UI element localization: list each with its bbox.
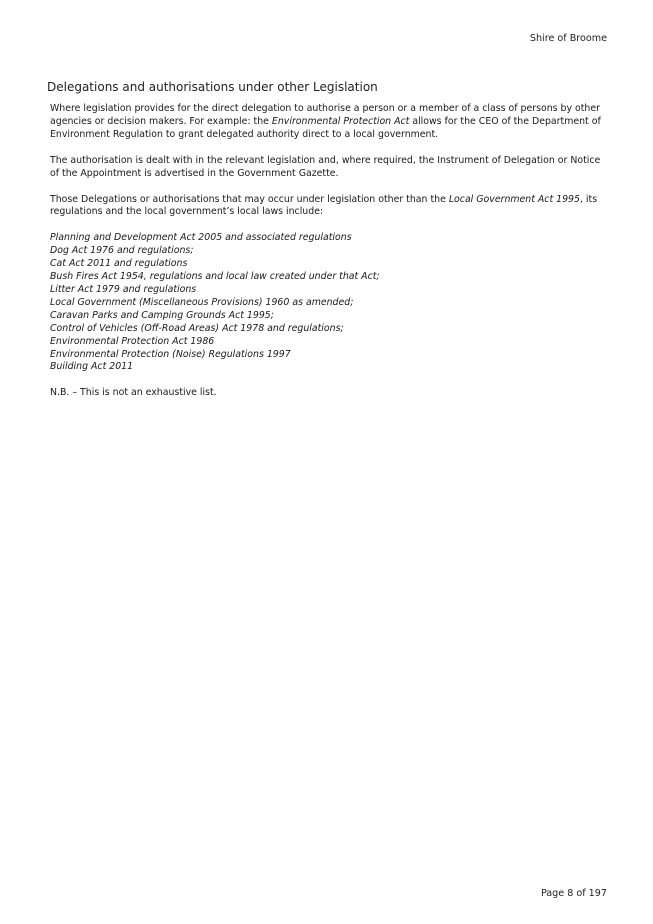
- page-header-organisation: Shire of Broome: [529, 33, 607, 44]
- list-item: Caravan Parks and Camping Grounds Act 1995;: [50, 309, 274, 321]
- paragraph-text: Those Delegations or authorisations that may occur under legislation other than the: [50, 193, 449, 205]
- paragraph-authorisation: The authorisation is dealt with in the relevant legislation and, where required, the Instrument of Delegation or Notice of the Appointment is advertised in the Government Gazette.: [50, 154, 601, 179]
- list-item: Local Government (Miscellaneous Provisions) 1960 as amended;: [50, 296, 354, 308]
- list-item: Planning and Development Act 2005 and associated regulations: [50, 232, 352, 244]
- list-item: Litter Act 1979 and regulations: [50, 283, 197, 295]
- page-number: Page 8 of 197: [540, 888, 607, 899]
- list-item: Bush Fires Act 1954, regulations and local law created under that Act;: [50, 271, 380, 283]
- list-item: Environmental Protection Act 1986: [50, 335, 215, 347]
- paragraph-text: , its regulations and the local government’s local laws include:: [50, 193, 598, 218]
- legislation-list: [50, 232, 610, 374]
- list-item: Cat Act 2011 and regulations: [50, 258, 188, 270]
- note-text: N.B. – This is not an exhaustive list.: [50, 387, 217, 399]
- paragraph-delegation-intro: [50, 103, 610, 142]
- list-item: Control of Vehicles (Off-Road Areas) Act 1978 and regulations;: [50, 322, 344, 334]
- act-reference: Environmental Protection Act: [271, 115, 410, 127]
- list-item: Dog Act 1976 and regulations;: [50, 245, 194, 257]
- list-item: Environmental Protection (Noise) Regulations 1997: [50, 348, 291, 360]
- act-reference: Local Government Act 1995: [448, 193, 580, 205]
- list-item: Building Act 2011: [50, 361, 134, 373]
- paragraph-other-legislation: [50, 194, 610, 220]
- paragraph-text: allows for the CEO of the Department of Environment Regulation to grant delegated authority direct to a local government.: [50, 115, 601, 140]
- paragraph-text: Where legislation provides for the direct delegation to authorise a person or a member of a class of persons by other agencies or decision makers. For example: the: [50, 103, 600, 127]
- section-body: [50, 103, 610, 413]
- section-title: Delegations and authorisations under other Legislation: [47, 80, 378, 94]
